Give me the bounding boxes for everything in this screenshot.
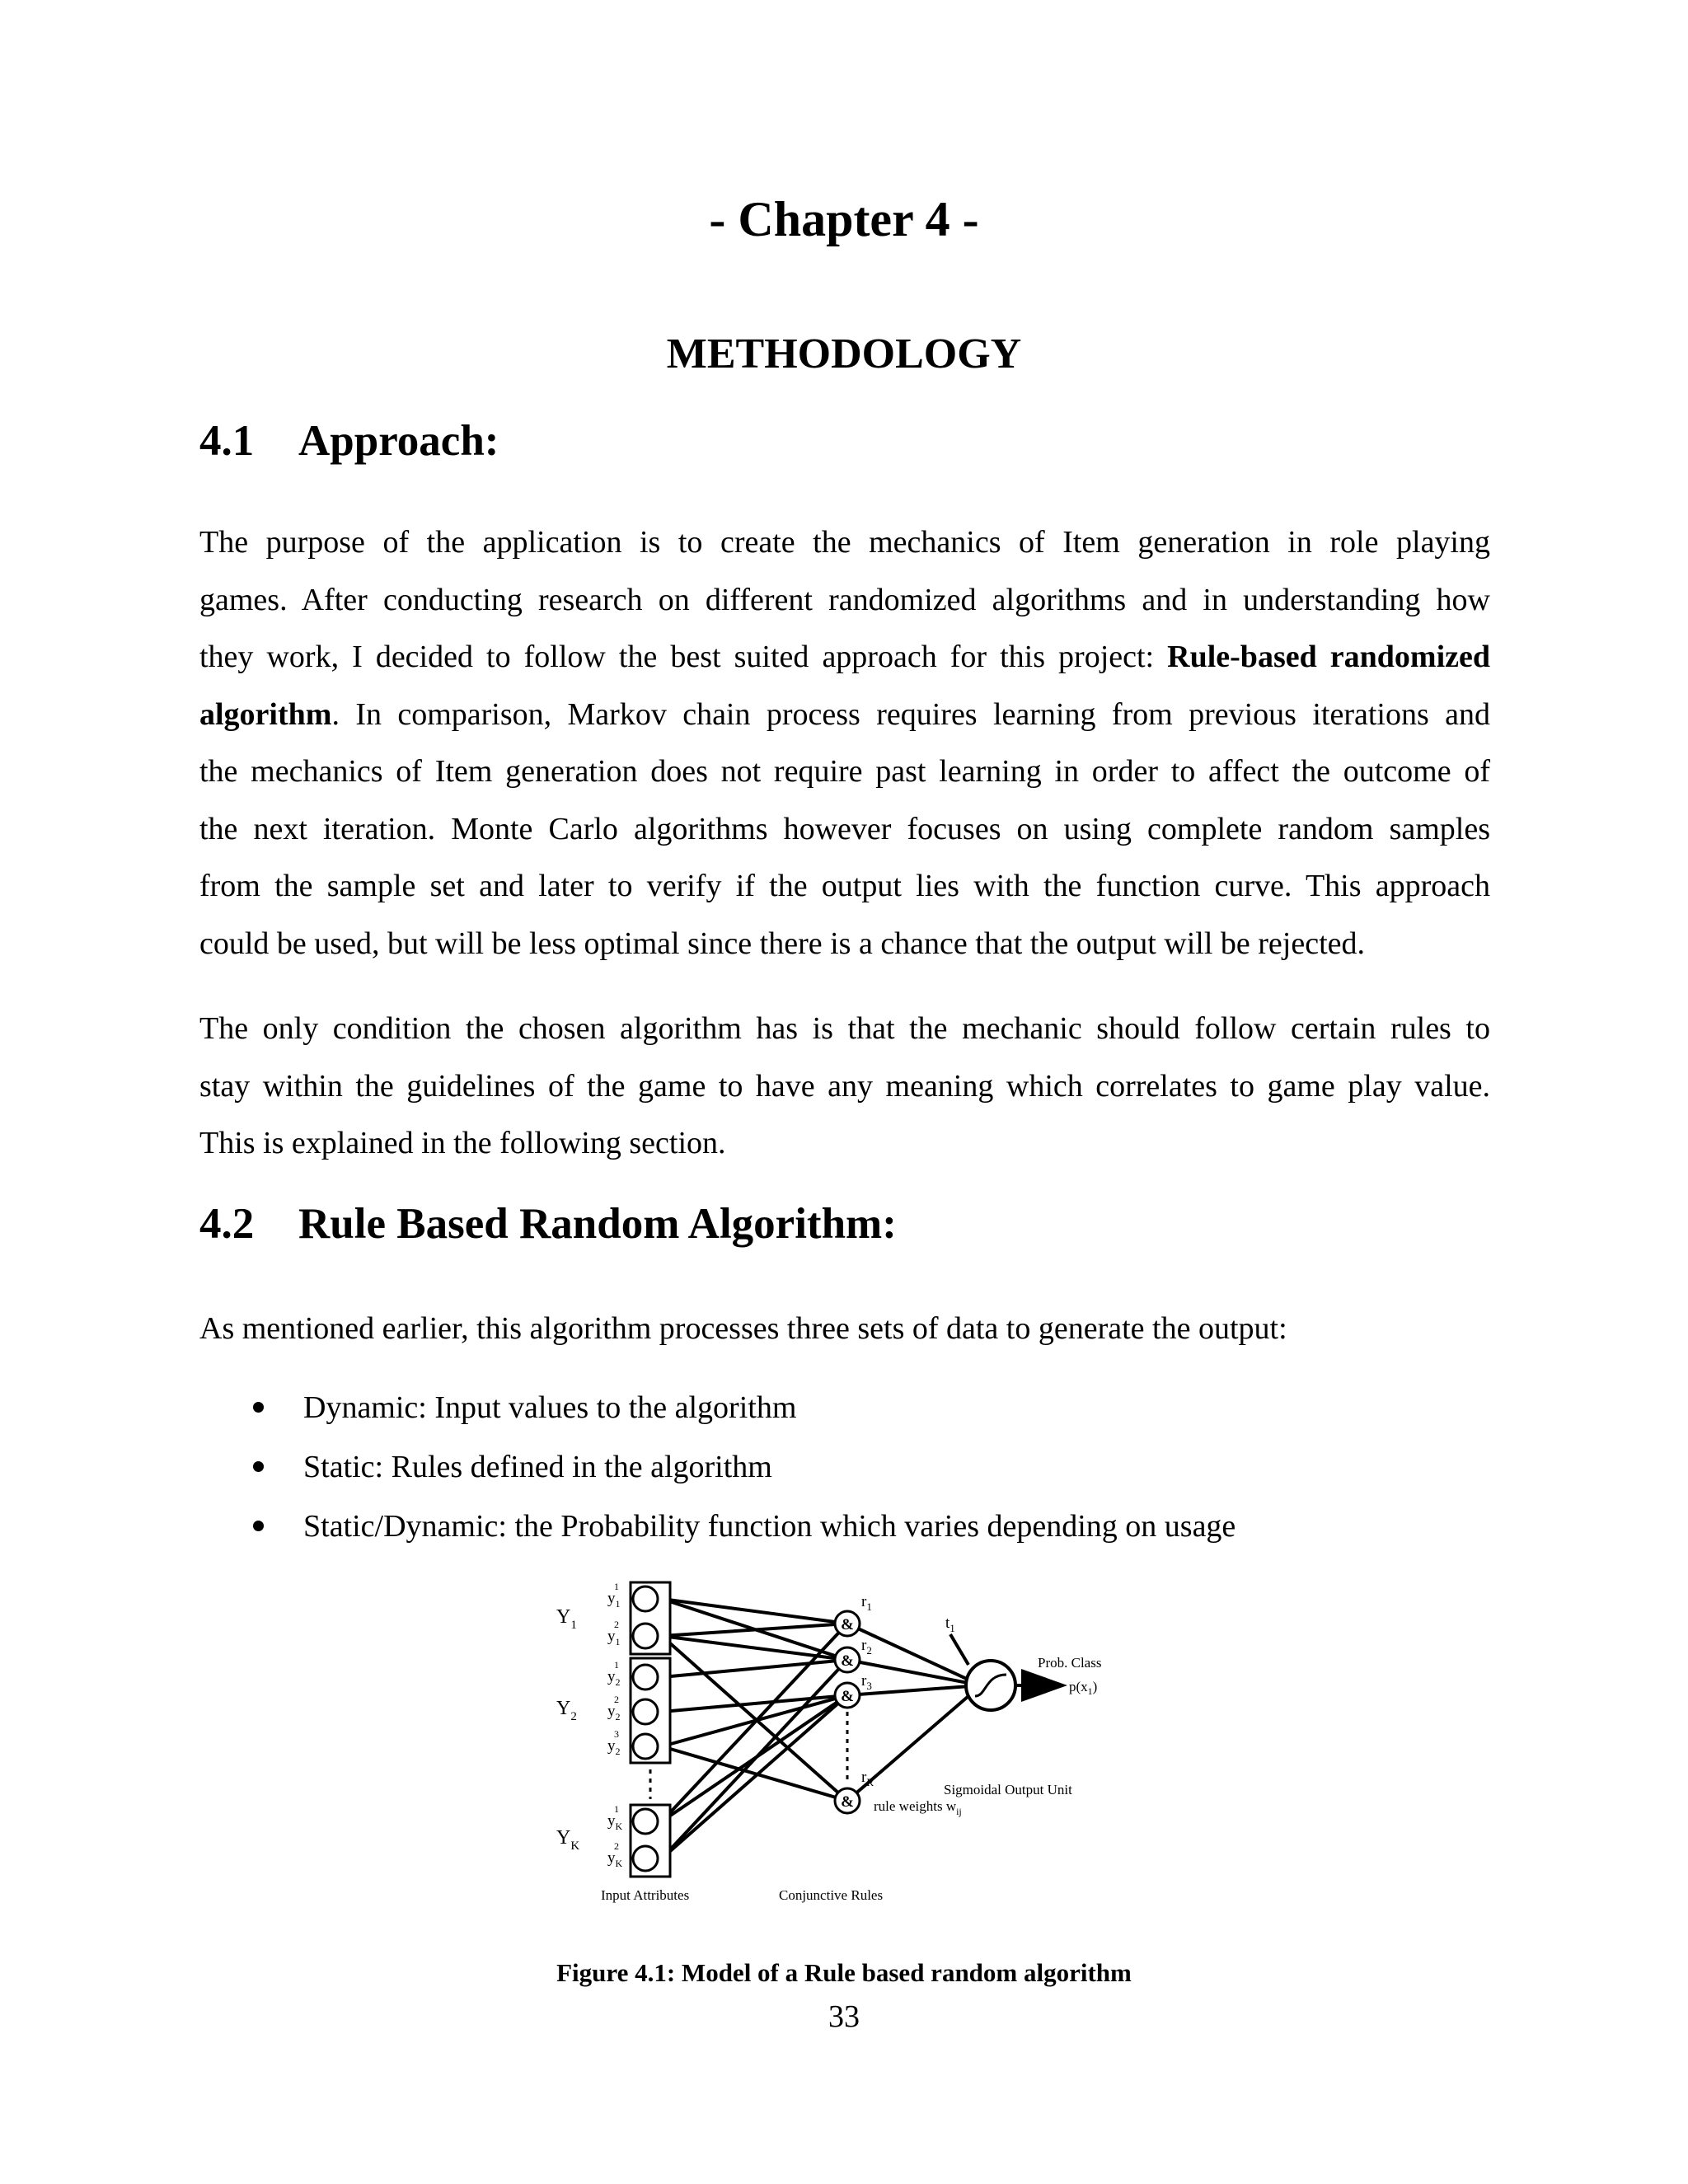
- input-label: $y_2$: [607, 1668, 621, 1688]
- group-label: $Y_K$: [556, 1827, 580, 1853]
- input-label-sup: 2: [614, 1619, 619, 1630]
- text-line: from the sample set and later to verify if the output lies with the function curve. This approach: [199, 869, 1490, 903]
- prob-class-label: Prob. Class: [1038, 1655, 1102, 1671]
- conjunctive-rules-label: Conjunctive Rules: [779, 1887, 884, 1903]
- sigmoid-output-node: [966, 1661, 1015, 1710]
- rule-intro-paragraph: [199, 1301, 1490, 1358]
- bullet-icon: [253, 1402, 264, 1413]
- section-title: Approach:: [298, 417, 499, 465]
- group-label: $Y_1$: [556, 1606, 577, 1632]
- approach-paragraph-2: [199, 1001, 1490, 1173]
- page-number: 33: [828, 1999, 860, 2034]
- rule-label: $r_1$: [861, 1593, 872, 1613]
- text-line: This is explained in the following section.: [199, 1126, 726, 1160]
- text-line: games. After conducting research on different randomized algorithms and in understanding how: [199, 582, 1490, 617]
- input-label-sup: 1: [614, 1659, 619, 1671]
- text-line: the next iteration. Monte Carlo algorithms however focuses on using complete random samples: [199, 811, 1490, 846]
- and-icon: &: [841, 1688, 854, 1705]
- section-title: Rule Based Random Algorithm:: [298, 1200, 897, 1248]
- input-node: [633, 1586, 658, 1611]
- input-label: $y_2$: [607, 1737, 621, 1757]
- rule-label: $r_R$: [861, 1769, 874, 1788]
- input-label-sup: 1: [614, 1803, 619, 1815]
- and-icon: &: [841, 1793, 854, 1811]
- rule-network-diagram: [540, 1578, 1117, 1941]
- text-line: The purpose of the application is to create the mechanics of Item generation in role playing: [199, 525, 1490, 560]
- group-labels: [556, 1606, 579, 1853]
- input-rule-connections: [662, 1599, 847, 1858]
- input-node: [633, 1734, 658, 1759]
- section-number: 4.1: [199, 417, 255, 465]
- sigmoid-unit-label: Sigmoidal Output Unit: [944, 1782, 1072, 1797]
- input-label-sup: 3: [614, 1728, 619, 1740]
- text-line: As mentioned earlier, this algorithm processes three sets of data to generate the output:: [199, 1311, 1287, 1346]
- bold-term: algorithm: [199, 696, 332, 732]
- input-label: $y_K$: [607, 1812, 623, 1832]
- chapter-title: - Chapter 4 -: [709, 192, 979, 246]
- text-run: they work, I decided to follow the best suited approach for this project:: [199, 640, 1168, 674]
- rule-labels: [861, 1593, 874, 1788]
- input-label-sup: 2: [614, 1694, 619, 1705]
- figure-caption: Figure 4.1: Model of a Rule based random algorithm: [556, 1958, 1132, 1987]
- rule-weights-label: rule weights $w_{ij}$: [874, 1798, 962, 1817]
- threshold-label: $t_1$: [945, 1615, 955, 1634]
- input-label: $y_2$: [607, 1703, 621, 1722]
- rule-label: $r_2$: [861, 1637, 872, 1657]
- input-node: [633, 1665, 658, 1690]
- text-line: the mechanics of Item generation does not require past learning in order to affect the outcome of: [199, 754, 1490, 789]
- bullet-icon: [253, 1521, 264, 1531]
- input-label-sup: 1: [614, 1581, 619, 1592]
- text-line: stay within the guidelines of the game to have any meaning which correlates to game play value.: [199, 1068, 1490, 1104]
- text-line: could be used, but will be less optimal since there is a chance that the output will be rejected.: [199, 926, 1366, 961]
- input-label: $y_K$: [607, 1849, 623, 1869]
- rule-label: $r_3$: [861, 1672, 872, 1692]
- chapter-subtitle: METHODOLOGY: [666, 330, 1022, 377]
- probability-label: $p(x_1)$: [1069, 1679, 1098, 1697]
- input-label: $y_1$: [607, 1628, 621, 1647]
- input-attributes-label: Input Attributes: [601, 1887, 690, 1903]
- input-label: $y_1$: [607, 1590, 621, 1610]
- rule-algorithm-figure: [540, 1578, 1117, 1945]
- text-line: The only condition the chosen algorithm has is that the mechanic should follow certain rules to: [199, 1011, 1490, 1046]
- input-labels: [607, 1581, 623, 1869]
- input-node: [633, 1809, 658, 1834]
- bullet-icon: [253, 1461, 264, 1472]
- input-label-sup: 2: [614, 1840, 619, 1852]
- section-heading-4-1: [199, 416, 499, 466]
- list-item-text: Dynamic: Input values to the algorithm: [303, 1390, 797, 1425]
- group-label: $Y_2$: [556, 1698, 577, 1723]
- section-number: 4.2: [199, 1200, 255, 1248]
- input-node: [633, 1699, 658, 1724]
- and-icon: &: [841, 1652, 854, 1670]
- list-item-text: Static: Rules defined in the algorithm: [303, 1450, 772, 1484]
- text-line: [199, 687, 1490, 744]
- text-line: [199, 629, 1490, 687]
- list-item-text: Static/Dynamic: the Probability function which varies depending on usage: [303, 1509, 1236, 1544]
- input-node: [633, 1624, 658, 1648]
- input-node: [633, 1846, 658, 1871]
- text-run: . In comparison, Markov chain process requires learning from previous iterations and: [331, 696, 1490, 732]
- approach-paragraph-1: [199, 514, 1490, 972]
- and-icon: &: [841, 1616, 854, 1633]
- section-heading-4-2: [199, 1199, 897, 1249]
- bold-term: Rule-based randomized: [1167, 640, 1490, 674]
